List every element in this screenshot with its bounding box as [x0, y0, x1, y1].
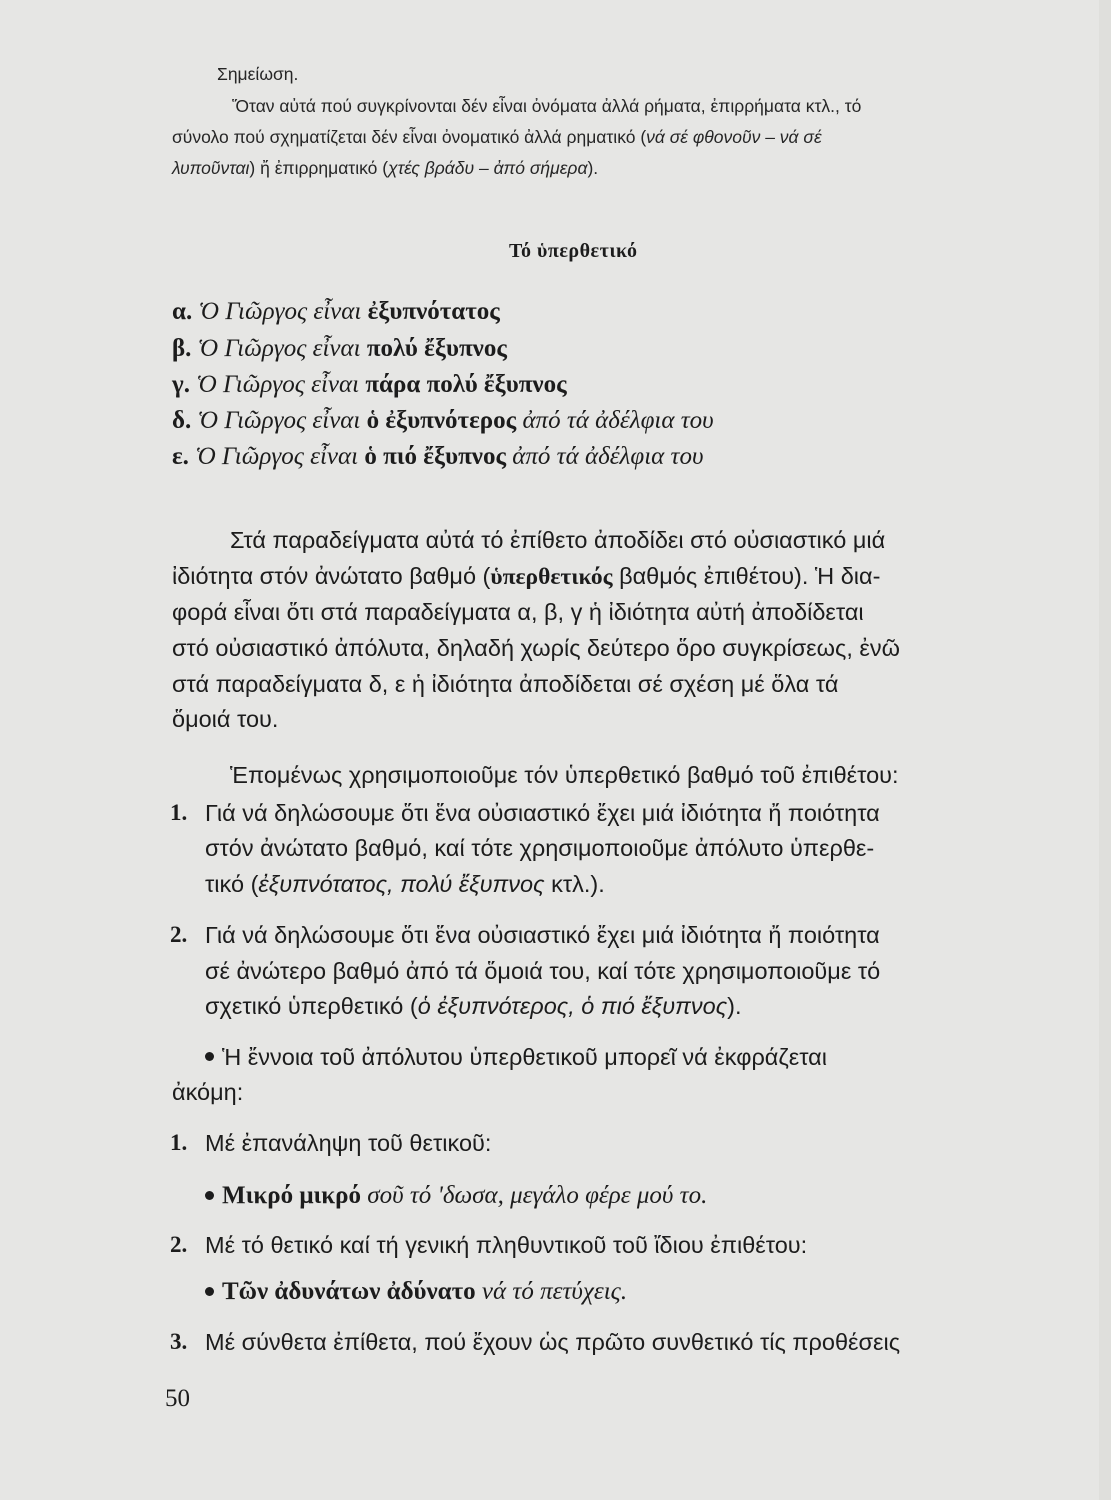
paragraph-1-line-6: ὅμοιά του. — [172, 706, 279, 732]
list1-item-1-line-1: Γιά νά δηλώσουμε ὅτι ἕνα οὐσιαστικό ἔχει μιά ἰδιότητα ἤ ποιότητα — [205, 800, 880, 826]
note-line-1: Ὅταν αὐτά πού συγκρίνονται δέν εἶναι ὀνόματα ἀλλά ρήματα, ἐπιρρήματα κτλ., τό — [232, 96, 862, 116]
list1-item-1-number: 1. — [170, 800, 188, 825]
section-heading: Τό ὑπερθετικό — [509, 240, 638, 262]
list2-item-2-example: Τῶν ἀδυνάτων ἀδύνατο νά τό πετύχεις. — [205, 1278, 627, 1306]
paragraph-1-line-2: ἰδιότητα στόν ἀνώτατο βαθμό (ὑπερθετικός βαθμός ἐπιθέτου). Ἡ δια- — [172, 563, 881, 590]
bullet-icon — [205, 1052, 214, 1061]
list2-item-3-number: 3. — [170, 1329, 188, 1354]
page-number: 50 — [165, 1385, 190, 1412]
example-a: α. Ὁ Γιῶργος εἶναι ἐξυπνότατος — [172, 298, 500, 325]
example-d: δ. Ὁ Γιῶργος εἶναι ὁ ἐξυπνότερος ἀπό τά ἀδέλφια του — [172, 407, 714, 434]
list2-item-3-text: Μέ σύνθετα ἐπίθετα, πού ἔχουν ὡς πρῶτο συνθετικό τίς προθέσεις — [205, 1329, 901, 1355]
example-b: β. Ὁ Γιῶργος εἶναι πολύ ἔξυπνος — [172, 335, 507, 362]
list2-item-1-number: 1. — [170, 1130, 188, 1155]
example-c: γ. Ὁ Γιῶργος εἶναι πάρα πολύ ἔξυπνος — [172, 371, 567, 398]
paragraph-1-line-1: Στά παραδείγματα αὐτά τό ἐπίθετο ἀποδίδει στό οὐσιαστικό μιά — [230, 527, 886, 553]
list1-item-2-line-2: σέ ἀνώτερο βαθμό ἀπό τά ὅμοιά του, καί τότε χρησιμοποιοῦμε τό — [205, 958, 881, 984]
note-line-3: λυποῦνται) ἤ ἐπιρρηματικό (χτές βράδυ – ἀπό σήμερα). — [172, 158, 599, 178]
list2-item-1-example: Μικρό μικρό σοῦ τό 'δωσα, μεγάλο φέρε μού το. — [205, 1182, 707, 1210]
paragraph-1-line-5: στά παραδείγματα δ, ε ἡ ἰδιότητα ἀποδίδεται σέ σχέση μέ ὅλα τά — [172, 671, 839, 697]
note-line-2: σύνολο πού σχηματίζεται δέν εἶναι ὀνοματικό ἀλλά ρηματικό (νά σέ φθονοῦν – νά σέ — [172, 127, 822, 147]
paragraph-1-line-4: στό οὐσιαστικό ἀπόλυτα, δηλαδή χωρίς δεύτερο ὅρο συγκρίσεως, ἐνῶ — [172, 635, 900, 661]
list2-item-1-text: Μέ ἐπανάληψη τοῦ θετικοῦ: — [205, 1130, 492, 1156]
list1-item-1-line-2: στόν ἀνώτατο βαθμό, καί τότε χρησιμοποιοῦμε ἀπόλυτο ὑπερθε- — [205, 835, 875, 861]
note-title: Σημείωση. — [217, 64, 299, 84]
paragraph-2: Ἑπομένως χρησιμοποιοῦμε τόν ὑπερθετικό βαθμό τοῦ ἐπιθέτου: — [230, 762, 899, 788]
list1-item-1-line-3: τικό (ἐξυπνότατος, πολύ ἔξυπνος κτλ.). — [205, 871, 605, 897]
bullet-paragraph-line-2: ἀκόμη: — [172, 1079, 244, 1105]
list2-item-2-text: Μέ τό θετικό καί τή γενική πληθυντικοῦ τοῦ ἴδιου ἐπιθέτου: — [205, 1232, 808, 1258]
list1-item-2-line-3: σχετικό ὑπερθετικό (ὁ ἐξυπνότερος, ὁ πιό ἔξυπνος). — [205, 993, 742, 1019]
bullet-icon — [205, 1287, 214, 1296]
list1-item-2-line-1: Γιά νά δηλώσουμε ὅτι ἕνα οὐσιαστικό ἔχει μιά ἰδιότητα ἤ ποιότητα — [205, 922, 880, 948]
bullet-paragraph-line-1: Ἡ ἔννοια τοῦ ἀπόλυτου ὑπερθετικοῦ μπορεῖ νά ἐκφράζεται — [205, 1044, 827, 1071]
bullet-icon — [205, 1191, 214, 1200]
paragraph-1-line-3: φορά εἶναι ὅτι στά παραδείγματα α, β, γ ἡ ἰδιότητα αὐτή ἀποδίδεται — [172, 599, 864, 625]
list1-item-2-number: 2. — [170, 922, 188, 947]
list2-item-2-number: 2. — [170, 1232, 188, 1257]
example-e: ε. Ὁ Γιῶργος εἶναι ὁ πιό ἔξυπνος ἀπό τά ἀδέλφια του — [172, 443, 704, 470]
page-edge-shadow — [1099, 0, 1111, 1500]
